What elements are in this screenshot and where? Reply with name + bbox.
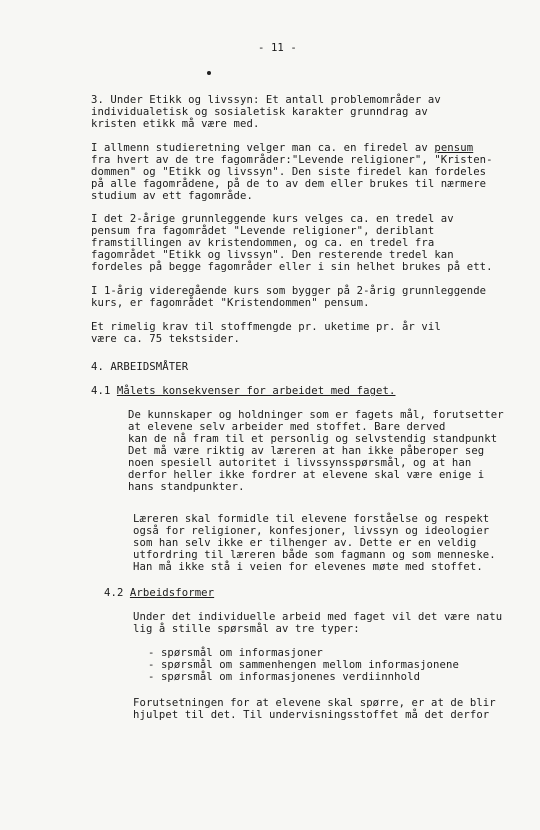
text-line: I 1-årig videregående kurs som bygger på 2-årig grunnleggende	[91, 285, 487, 297]
text-line: kan de nå fram til et personlig og selvstendig standpunkt	[128, 433, 498, 445]
text-line: Forutsetningen for at elevene skal spørre, er at de blir	[133, 697, 496, 709]
text-line: på alle fagområdene, på de to av dem eller brukes til nærmere	[91, 178, 487, 190]
list-item: - spørsmål om sammenhengen mellom informasjonene	[148, 659, 459, 671]
text-line: Det må være riktig av læreren at han ikke påberoper seg	[128, 445, 485, 457]
section-heading: 4. ARBEIDSMÅTER	[91, 361, 189, 373]
text-line: være ca. 75 tekstsider.	[91, 333, 240, 345]
text-line: framstillingen av kristendommen, og ca. en tredel fra	[91, 237, 435, 249]
text-line: Et rimelig krav til stoffmengde pr. uketime pr. år vil	[91, 321, 441, 333]
text-line: at elevene selv arbeider med stoffet. Bare derved	[128, 421, 446, 433]
text-line: studium av ett fagområde.	[91, 190, 253, 202]
text-line: fra hvert av de tre fagområder:"Levende religioner", "Kristen-	[91, 154, 493, 166]
text-line: I det 2-årige grunnleggende kurs velges ca. en tredel av	[91, 213, 454, 225]
subsection-heading: 4.2 Arbeidsformer	[104, 587, 215, 599]
text-line: dommen" og "Etikk og livssyn". Den siste firedel kan fordeles	[91, 166, 487, 178]
text-line: Under det individuelle arbeid med faget vil det være natu	[133, 611, 503, 623]
text-line: hans standpunkter.	[128, 481, 245, 493]
list-item: - spørsmål om informasjoner	[148, 647, 323, 659]
text-line: hjulpet til det. Til undervisningsstoffet må det derfor	[133, 709, 490, 721]
text-line: som han selv ikke er tilhenger av. Dette er en veldig	[133, 537, 477, 549]
text-line: noen spesiell autoritet i livssynsspørsmål, og at han	[128, 457, 472, 469]
text-line: lig å stille spørsmål av tre typer:	[133, 623, 360, 635]
text-line: fagområdet "Etikk og livssyn". Den resterende tredel kan	[91, 249, 454, 261]
text-line: I allmenn studieretning velger man ca. en firedel av pensum	[91, 142, 474, 154]
text-line: fordeles på begge fagområder eller i sin helhet brukes på ett.	[91, 261, 493, 273]
text-line: Læreren skal formidle til elevene forståelse og respekt	[133, 513, 490, 525]
text-line: pensum fra fagområdet "Levende religioner", deriblant	[91, 225, 435, 237]
page-number: - 11 -	[258, 42, 297, 54]
list-item: - spørsmål om informasjonenes verdiinnhold	[148, 671, 421, 683]
text-line: også for religioner, konfesjoner, livssyn og ideologier	[133, 525, 490, 537]
text-line: Han må ikke stå i veien for elevenes møte med stoffet.	[133, 561, 483, 573]
text-line: De kunnskaper og holdninger som er fagets mål, forutsetter	[128, 409, 504, 421]
text-line: kurs, er fagområdet "Kristendommen" pensum.	[91, 297, 370, 309]
text-line: derfor heller ikke fordrer at elevene skal være enige i	[128, 469, 485, 481]
text-line: utfordring til læreren både som fagmann og som menneske.	[133, 549, 496, 561]
text-line: 3. Under Etikk og livssyn: Et antall problemområder av	[91, 94, 441, 106]
text-line: individualetisk og sosialetisk karakter grunndrag av	[91, 106, 428, 118]
subsection-heading: 4.1 Målets konsekvenser for arbeidet med faget.	[91, 385, 396, 397]
ink-dot	[207, 71, 211, 75]
text-line: kristen etikk må være med.	[91, 118, 260, 130]
